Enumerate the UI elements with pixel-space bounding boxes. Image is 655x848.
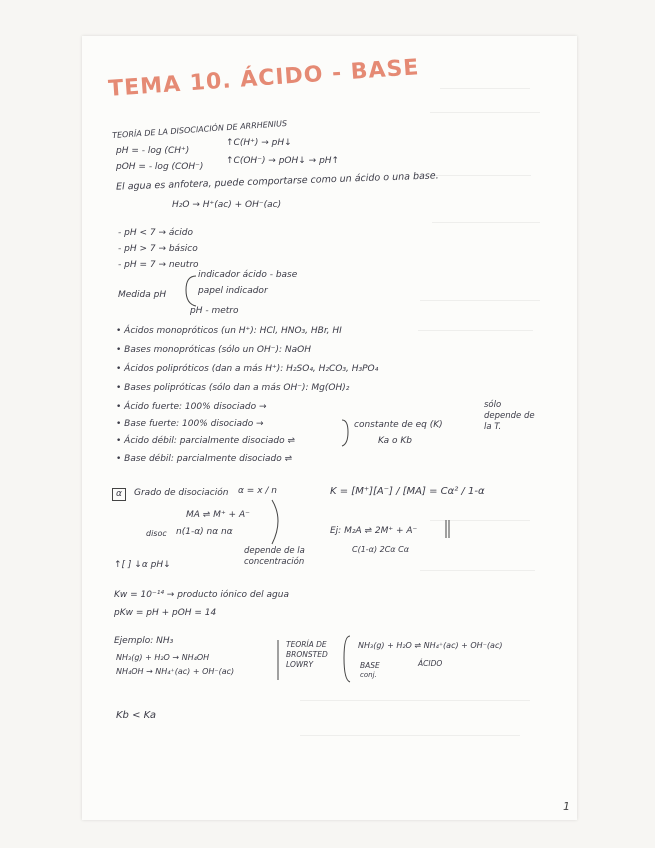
nh3-eq1: NH₃(g) + H₂O → NH₄OH [116,653,210,662]
ka-kb: Ka o Kb [378,436,412,446]
ph-scale-acid: - pH < 7 → ácido [118,228,194,238]
alpha-reaction: MA ⇌ M⁺ + A⁻ [186,510,250,520]
nh3-base-label: BASE [360,661,380,670]
def-acid-strong: • Ácido fuerte: 100% disociado → [116,402,267,412]
ph-scale-basic: - pH > 7 → básico [118,244,198,254]
medida-option-3: pH - metro [190,306,239,316]
k-formula: K = [M⁺][A⁻] / [MA] = Cα² / 1-α [330,486,485,497]
alpha-formula: α = x / n [238,486,277,496]
alpha-disoc-values: n(1-α) nα nα [176,527,233,537]
def-acid-poly: • Ácidos polipróticos (dan a más H⁺): H₂SO₄, H₂CO₃, H₃PO₄ [116,364,379,374]
def-acid-weak: • Ácido débil: parcialmente disociado ⇌ [116,436,296,446]
kw-line-1: Kw = 10⁻¹⁴ → producto iónico del agua [114,590,289,600]
alpha-depends: depende de la concentración [244,546,305,567]
alpha-label: Grado de disociación [134,488,229,498]
medida-option-1: indicador ácido - base [198,270,298,280]
alpha-bracket [272,500,278,544]
alpha-trend: ↑[ ] ↓α pH↓ [114,560,171,570]
page-number: 1 [563,800,570,813]
ph-trend: ↑C(H⁺) → pH↓ [226,138,292,148]
ph-definition: pH = - log (CH⁺) [116,146,190,156]
alpha-disoc-label: disoc [146,529,167,538]
def-base-poly: • Bases polipróticas (sólo dan a más OH⁻): Mg(OH)₂ [116,383,350,393]
kb-ka: Kb < Ka [116,710,156,721]
kw-line-2: pKw = pH + pOH = 14 [114,608,217,618]
arrhenius-heading: TEORÍA DE LA DISOCIACIÓN DE ARRHENIUS [111,118,288,141]
bronsted-label: TEORÍA DE BRONSTED LOWRY [286,640,328,669]
alpha-symbol: α [112,488,126,501]
def-base-strong: • Base fuerte: 100% disociado → [116,419,264,429]
nh3-heading: Ejemplo: NH₃ [114,636,174,646]
water-statement: El agua es anfotera, puede comportarse como un ácido o una base. [115,170,439,193]
medida-label: Medida pH [118,290,167,300]
eq-side-note: sólo depende de la T. [484,400,535,432]
eq-constant: constante de eq (K) [354,420,443,430]
def-base-weak: • Base débil: parcialmente disociado ⇌ [116,454,293,464]
def-base-mono: • Bases monopróticas (sólo un OH⁻): NaOH [116,345,312,355]
nh3-eq2: NH₄OH → NH₄⁺(ac) + OH⁻(ac) [116,667,235,676]
example-values: C(1-α) 2Cα Cα [352,545,409,554]
page-title: TEMA 10. ÁCIDO - BASE [107,55,421,102]
poh-trend: ↑C(OH⁻) → pOH↓ → pH↑ [226,156,340,166]
bronsted-brace [344,636,350,682]
medida-brace [186,276,196,306]
nh3-acid-label: ÁCIDO [418,659,443,668]
medida-option-2: papel indicador [198,286,268,296]
ph-scale-neutral: - pH = 7 → neutro [118,260,199,270]
poh-definition: pOH = - log (COH⁻) [116,162,204,172]
water-equation: H₂O → H⁺(ac) + OH⁻(ac) [172,200,282,210]
nh3-base-conj: conj. [360,671,377,679]
example-reaction: Ej: M₂A ⇌ 2M⁺ + A⁻ [330,526,418,536]
weak-brace [342,420,348,446]
nh3-eq3: NH₃(g) + H₂O ⇌ NH₄⁺(ac) + OH⁻(ac) [358,641,503,650]
def-acid-mono: • Ácidos monopróticos (un H⁺): HCl, HNO₃, HBr, HI [116,326,342,336]
